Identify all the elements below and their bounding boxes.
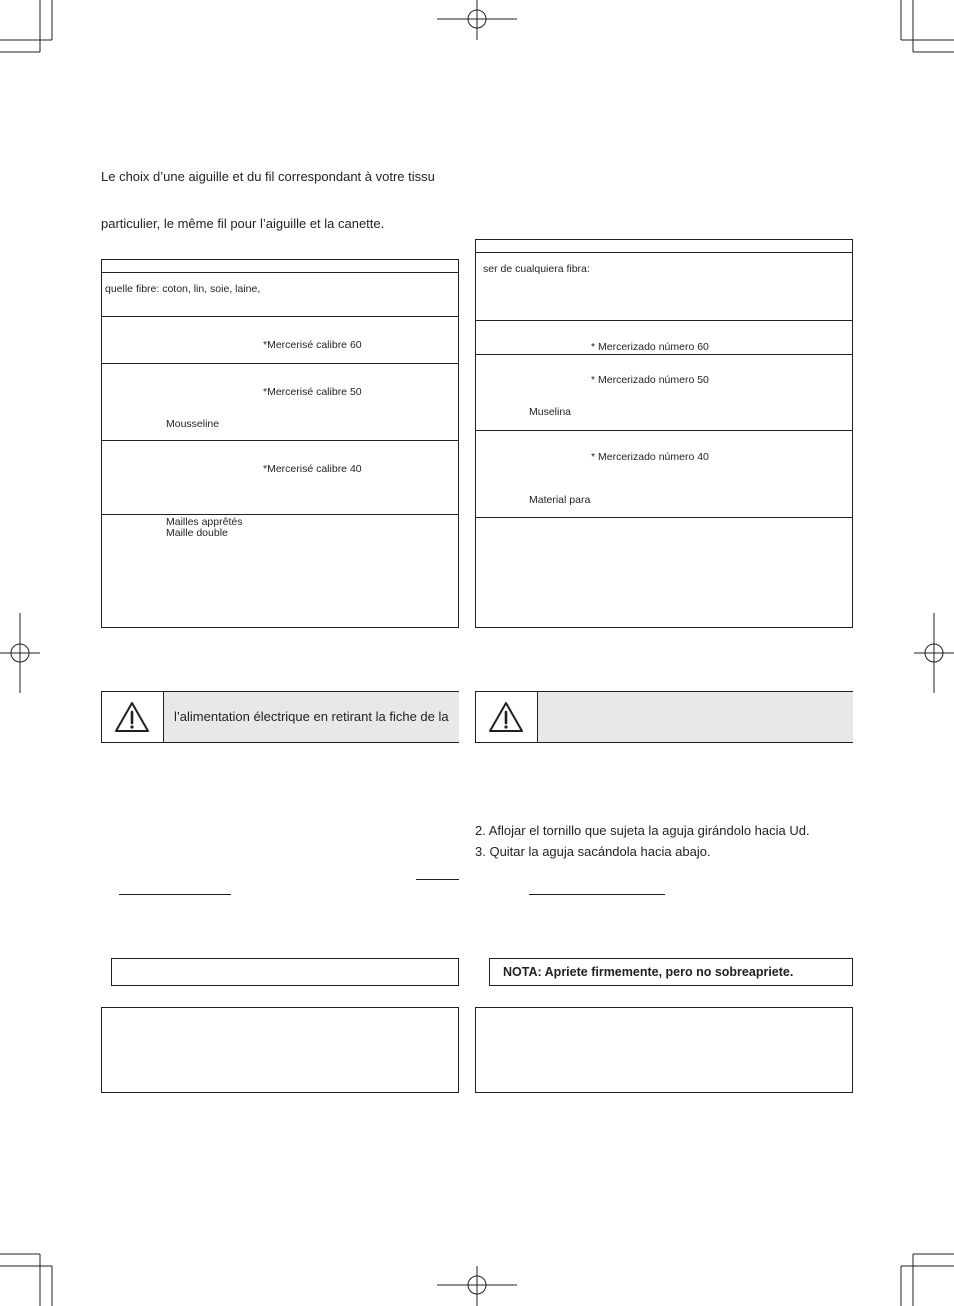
warning-triangle-icon: [488, 701, 524, 733]
registration-crosshair-icon: [437, 0, 517, 40]
es-note-box: [489, 958, 853, 986]
fr-table-divider: [101, 514, 459, 515]
fr-row5-fabric-2: Maille double: [166, 527, 228, 539]
fr-warning-text: l’alimentation électrique en retirant la fiche de la: [174, 709, 449, 724]
es-warning-text-cell: [537, 692, 853, 742]
fr-note-box: [111, 958, 459, 986]
fr-row2-thread: *Mercerisé calibre 60: [263, 339, 362, 351]
es-row4-fabric: Material para: [529, 494, 591, 506]
es-row4-thread: * Mercerizado número 40: [591, 451, 709, 463]
es-table-divider: [475, 430, 853, 431]
fr-warning-text-cell: [163, 692, 459, 742]
intro-line-2: particulier, le même fil pour l’aiguille et la canette.: [101, 216, 385, 231]
fr-table-divider: [101, 316, 459, 317]
fr-table-divider: [101, 363, 459, 364]
fr-row4-thread: *Mercerisé calibre 40: [263, 463, 362, 475]
fr-warning-box: [101, 691, 459, 743]
es-row3-thread: * Mercerizado número 50: [591, 374, 709, 386]
es-warning-box: [475, 691, 853, 743]
warning-triangle-icon: [114, 701, 150, 733]
fr-underline: [416, 879, 459, 880]
fr-row3-fabric: Mousseline: [166, 418, 220, 430]
fr-underline: [119, 894, 231, 895]
fr-fabric-table: [101, 259, 459, 628]
es-table-divider: [475, 252, 853, 253]
es-row1-text: ser de cualquiera fibra:: [483, 263, 590, 275]
es-table-divider: [475, 320, 853, 321]
fr-row5-fabric-1: Mailles apprêtés: [166, 516, 243, 528]
intro-line-1: Le choix d’une aiguille et du fil correspondant à votre tissu: [101, 169, 435, 184]
es-row3-fabric: Muselina: [529, 406, 572, 418]
fr-row1-text: quelle fibre: coton, lin, soie, laine,: [105, 283, 261, 295]
es-note-text: NOTA: Apriete firmemente, pero no sobreapriete.: [503, 965, 794, 979]
fr-table-divider: [101, 272, 459, 273]
fr-table-divider: [101, 440, 459, 441]
es-fabric-table: [475, 239, 853, 628]
es-bottom-box: [475, 1007, 853, 1093]
es-underline: [529, 894, 665, 895]
es-step-2: 2. Aflojar el tornillo que sujeta la aguja girándolo hacia Ud.: [475, 823, 810, 838]
es-step-3: 3. Quitar la aguja sacándola hacia abajo.: [475, 844, 711, 859]
fr-bottom-box: [101, 1007, 459, 1093]
es-table-divider: [475, 354, 853, 355]
es-row2-thread: * Mercerizado número 60: [591, 341, 709, 353]
es-table-divider: [475, 517, 853, 518]
fr-row3-thread: *Mercerisé calibre 50: [263, 386, 362, 398]
